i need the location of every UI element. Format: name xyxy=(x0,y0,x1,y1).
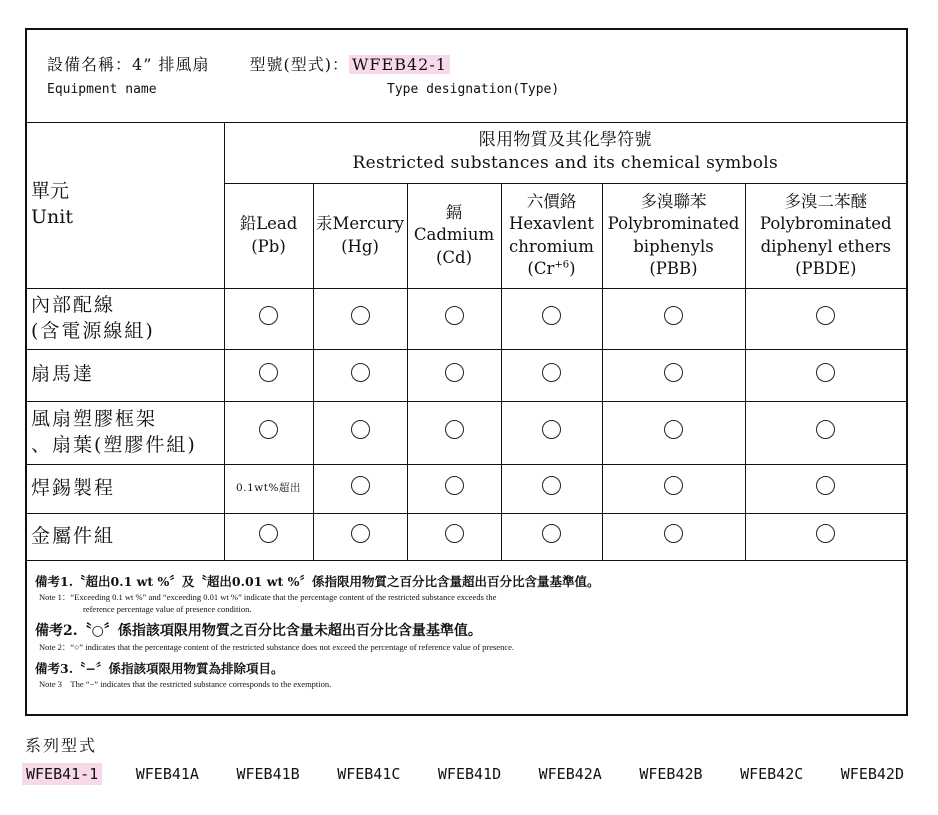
unit-header-cell xyxy=(27,122,224,288)
lead-cell-exceeding: 0.1wt%超出 xyxy=(224,464,313,513)
series-model-item: WFEB42A xyxy=(538,765,602,783)
pbb-name-line1: Polybrominated xyxy=(607,214,740,234)
circle-mark xyxy=(542,524,561,543)
pbb-cell xyxy=(602,464,745,513)
note-2-zh: 備考2.〝○〞係指該項限用物質之百分比含量未超出百分比含量基準值。 xyxy=(35,623,482,639)
column-header-mercury xyxy=(313,183,407,288)
mercury-cell xyxy=(313,288,407,349)
unit-label-en: Unit xyxy=(31,205,73,228)
mercury-cell xyxy=(313,349,407,401)
circle-mark xyxy=(351,420,370,439)
row-label-line1: 焊錫製程 xyxy=(31,476,116,499)
circle-mark xyxy=(259,524,278,543)
circle-mark xyxy=(445,524,464,543)
chromium-name-line1: Hexavlent xyxy=(509,214,594,234)
chromium-symbol xyxy=(502,258,602,280)
pbde-cell xyxy=(745,513,906,560)
column-header-pbde xyxy=(745,183,906,288)
row-label-line1: 扇馬達 xyxy=(31,363,95,386)
pbde-cell xyxy=(745,401,906,464)
circle-mark xyxy=(351,306,370,325)
restricted-substances-title xyxy=(224,122,906,183)
cadmium-cell xyxy=(407,401,501,464)
circle-mark xyxy=(351,524,370,543)
pbde-cell xyxy=(745,288,906,349)
row-label-line2: (含電源線組) xyxy=(31,319,155,342)
restricted-substances-table xyxy=(27,122,906,561)
series-model-item: WFEB41A xyxy=(135,765,199,783)
cadmium-name: 鎘Cadmium xyxy=(413,203,495,245)
series-model-item: WFEB42D xyxy=(840,765,904,783)
lead-cell xyxy=(224,288,313,349)
equipment-name-value: 4” 排風扇 xyxy=(132,55,210,74)
series-model-item: WFEB41C xyxy=(337,765,401,783)
pbb-name-zh: 多溴聯苯 xyxy=(640,191,707,211)
pbde-cell xyxy=(745,464,906,513)
circle-mark xyxy=(542,420,561,439)
cadmium-cell xyxy=(407,464,501,513)
lead-cell xyxy=(224,401,313,464)
mercury-cell xyxy=(313,513,407,560)
rohs-declaration-sheet xyxy=(25,28,908,716)
chromium-cell xyxy=(501,288,602,349)
chromium-name-zh: 六價鉻 xyxy=(526,191,577,211)
circle-mark xyxy=(664,306,683,325)
pbde-name-line1: Polybrominated xyxy=(759,214,892,234)
row-label xyxy=(27,401,224,464)
mercury-cell xyxy=(313,401,407,464)
chromium-cell xyxy=(501,349,602,401)
pbde-cell xyxy=(745,349,906,401)
table-row xyxy=(27,349,906,401)
chromium-name-line2: chromium xyxy=(509,236,594,256)
pbb-cell xyxy=(602,288,745,349)
circle-mark xyxy=(816,524,835,543)
cadmium-cell xyxy=(407,349,501,401)
circle-mark xyxy=(816,306,835,325)
circle-mark xyxy=(259,420,278,439)
mercury-symbol: (Hg) xyxy=(341,236,379,256)
notes-section xyxy=(27,562,906,696)
chromium-symbol-base: (Cr xyxy=(527,258,555,278)
row-label-line1: 內部配線 xyxy=(31,293,116,316)
header-section xyxy=(27,30,906,123)
circle-mark xyxy=(259,363,278,382)
chromium-cell xyxy=(501,513,602,560)
column-header-pbb xyxy=(602,183,745,288)
restricted-title-zh: 限用物質及其化學符號 xyxy=(478,130,652,151)
circle-mark xyxy=(351,363,370,382)
series-model-item: WFEB42C xyxy=(740,765,804,783)
unit-label-zh: 單元 xyxy=(31,180,70,203)
pbde-name-line2: diphenyl ethers xyxy=(760,236,891,256)
circle-mark xyxy=(664,363,683,382)
column-header-cadmium xyxy=(407,183,501,288)
circle-mark xyxy=(664,420,683,439)
pbb-symbol: (PBB) xyxy=(649,258,698,278)
pbde-symbol: (PBDE) xyxy=(795,258,857,278)
pbb-cell xyxy=(602,349,745,401)
lead-cell xyxy=(224,349,313,401)
cadmium-cell xyxy=(407,513,501,560)
circle-mark xyxy=(816,476,835,495)
circle-mark xyxy=(445,476,464,495)
header-chinese-line xyxy=(47,52,450,75)
row-label xyxy=(27,349,224,401)
circle-mark xyxy=(445,306,464,325)
type-label-en: Type designation(Type) xyxy=(387,82,560,97)
note-3-en: Note 3 The “−” indicates that the restricted substance corresponds to the exemption. xyxy=(39,679,332,689)
row-label-line1: 風扇塑膠框架 xyxy=(31,407,158,430)
restricted-title-en: Restricted substances and its chemical symbols xyxy=(352,153,779,174)
series-model-item: WFEB41B xyxy=(236,765,300,783)
circle-mark xyxy=(259,306,278,325)
pbb-cell xyxy=(602,513,745,560)
table-row xyxy=(27,401,906,464)
row-label xyxy=(27,288,224,349)
series-model-item: WFEB41D xyxy=(437,765,502,783)
circle-mark xyxy=(542,363,561,382)
row-label-line2: 、扇葉(塑膠件組) xyxy=(31,433,197,456)
series-title: 系列型式 xyxy=(25,736,98,755)
chromium-symbol-close: ) xyxy=(569,258,576,278)
note-1 xyxy=(35,572,906,614)
series-model-item: WFEB41-1 xyxy=(22,763,102,785)
equipment-name-label-en: Equipment name xyxy=(47,82,157,97)
row-label-line1: 金屬件組 xyxy=(31,524,116,547)
table-row xyxy=(27,288,906,349)
circle-mark xyxy=(542,476,561,495)
column-header-chromium xyxy=(501,183,602,288)
note-1-en-cont: reference percentage value of presence condition. xyxy=(83,604,252,614)
circle-mark xyxy=(445,420,464,439)
cadmium-cell xyxy=(407,288,501,349)
note-3 xyxy=(35,659,906,690)
table-row xyxy=(27,464,906,513)
note-2 xyxy=(35,620,906,653)
chromium-cell xyxy=(501,464,602,513)
circle-mark xyxy=(351,476,370,495)
circle-mark xyxy=(816,420,835,439)
series-model-list xyxy=(22,763,908,785)
mercury-name: 汞Mercury xyxy=(315,214,405,234)
table-row xyxy=(27,513,906,560)
circle-mark xyxy=(445,363,464,382)
note-1-en: Note 1：“Exceeding 0.1 wt %” and “exceeding 0.01 wt %” indicate that the percentage content of the restricted substance exceeds the xyxy=(39,592,497,602)
type-label: 型號(型式)： xyxy=(249,55,349,74)
equipment-name-label: 設備名稱： xyxy=(47,55,133,74)
row-label xyxy=(27,513,224,560)
pbb-name-line2: biphenyls xyxy=(633,236,714,256)
row-label xyxy=(27,464,224,513)
column-header-lead xyxy=(224,183,313,288)
circle-mark xyxy=(542,306,561,325)
circle-mark xyxy=(816,363,835,382)
type-value: WFEB42-1 xyxy=(349,55,450,74)
series-model-item: WFEB42B xyxy=(639,765,703,783)
note-3-zh: 備考3.〝−〞係指該項限用物質為排除項目。 xyxy=(35,661,284,676)
note-1-zh: 備考1.〝超出0.1 wt %〞及〝超出0.01 wt %〞係指限用物質之百分比含量超出百分比含量基準值。 xyxy=(35,574,600,589)
pbde-name-zh: 多溴二苯醚 xyxy=(784,191,868,211)
lead-name: 鉛Lead xyxy=(239,214,298,234)
circle-mark xyxy=(664,476,683,495)
chromium-symbol-sup: +6 xyxy=(554,259,570,271)
pbb-cell xyxy=(602,401,745,464)
cadmium-symbol: (Cd) xyxy=(435,247,473,267)
circle-mark xyxy=(664,524,683,543)
mercury-cell xyxy=(313,464,407,513)
lead-cell xyxy=(224,513,313,560)
note-2-en: Note 2：“○” indicates that the percentage content of the restricted substance does not exceed the percentage of reference value of presence. xyxy=(39,642,514,652)
lead-symbol: (Pb) xyxy=(251,236,286,256)
chromium-cell xyxy=(501,401,602,464)
